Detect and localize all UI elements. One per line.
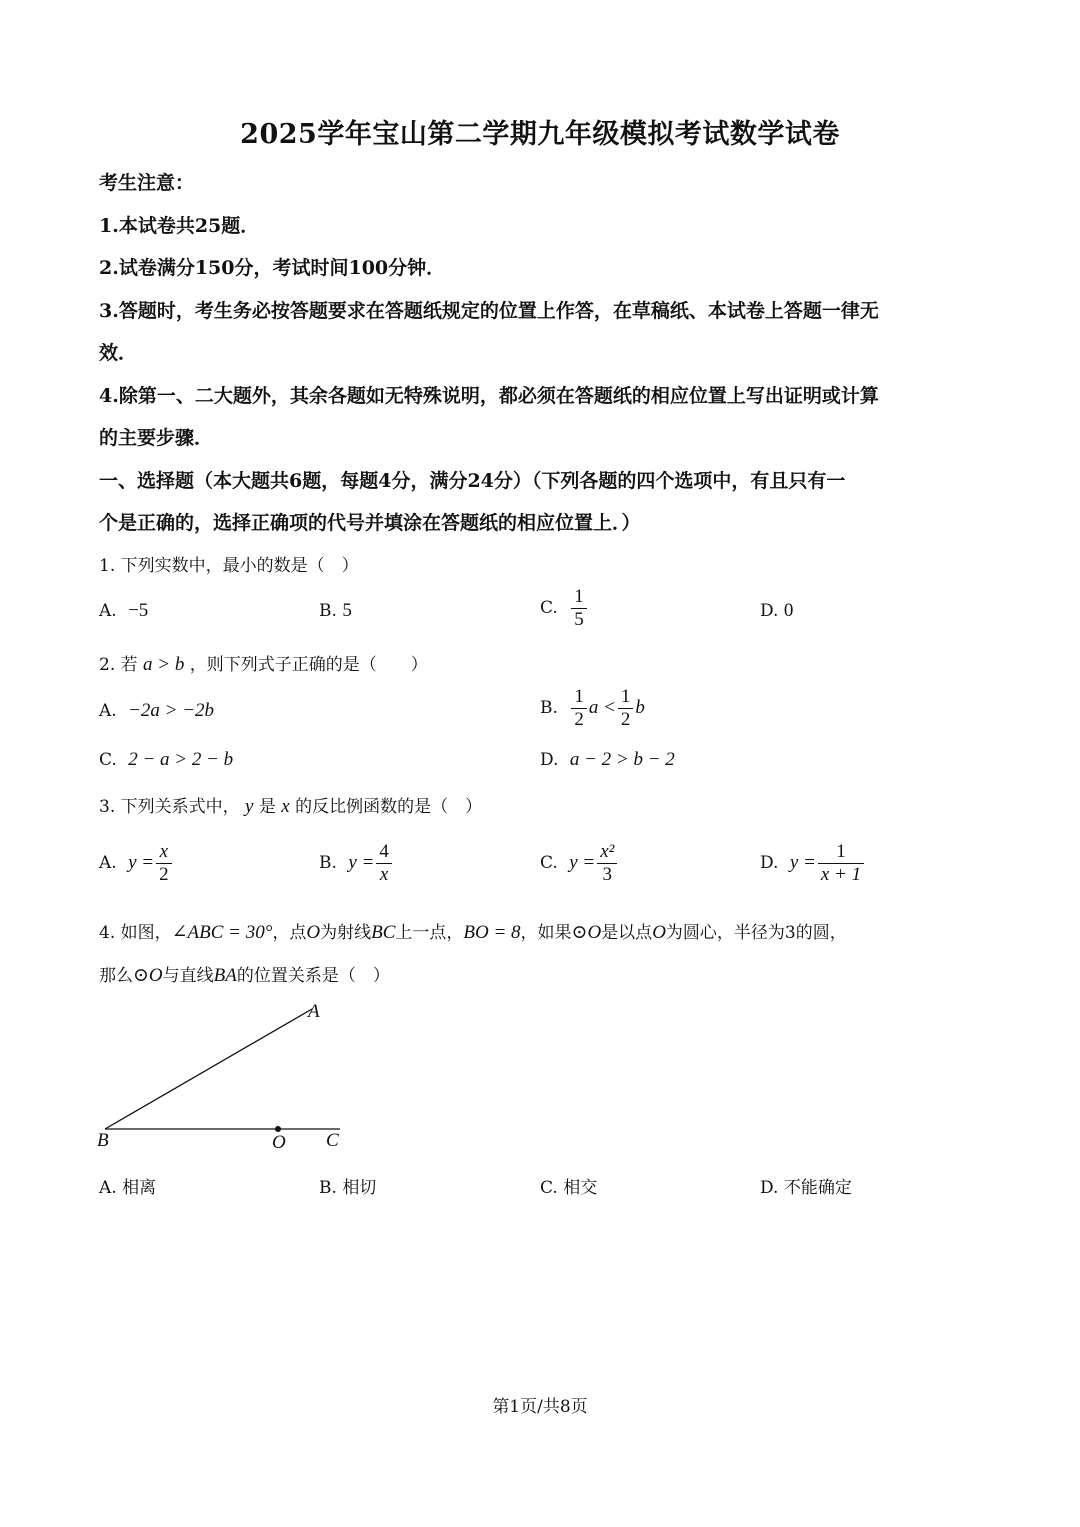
notice-heading: 考生注意： [99,172,195,194]
q3-d-numerator: 1 [818,841,864,864]
q1-c-denominator: 5 [574,609,584,630]
q2-c-label: C. [99,750,117,770]
q2-option-c [99,749,233,771]
q4-text-9: 与直线 [162,966,214,986]
label-c: C [326,1130,339,1151]
q2-stem-post: ，则下列式子正确的是（ ） [189,655,428,675]
q4-angle: ∠ABC = 30° [171,922,273,943]
q2-stem [99,650,989,676]
label-b: B [97,1130,109,1151]
q2-c-value: 2 − a > 2 − b [128,749,234,770]
q4-stem-line1 [99,918,989,944]
q3-d-fraction [818,841,864,886]
q4-ray-bc: BC [371,922,396,943]
q1-option-d [760,600,793,622]
q1-option-a [99,600,148,622]
q3-b-fraction [376,841,392,886]
q4-option-d [760,1173,852,1198]
q4-a-value: 相离 [122,1178,157,1198]
q3-stem [99,792,989,818]
q3-b-lhs: y = [348,852,375,873]
q4-option-a [99,1173,156,1198]
q2-stem-pre: 2. 若 [99,655,138,675]
notice-item-4: 4.除第一、二大题外，其余各题如无特殊说明，都必须在答题纸的相应位置上写出证明或计算 [99,385,879,407]
q4-text-4: 上一点， [395,923,464,943]
q4-point-o: O [306,922,321,943]
q1-a-value: −5 [128,600,149,621]
q2-b-denominator-2: 2 [620,709,631,730]
q3-c-lhs: y = [569,852,596,873]
q4-text-2: ，点 [272,923,307,943]
q4-c-label: C. [540,1178,558,1198]
page-title: 2025学年宝山第二学期九年级模拟考试数学试卷 [240,119,840,150]
notice-item-2: 2.试卷满分150分，考试时间100分钟． [99,257,446,279]
q3-stem-mid: 是 [258,797,276,817]
q2-option-d [540,749,675,771]
q2-b-denominator-1: 2 [574,709,584,730]
q3-c-fraction [597,841,617,886]
label-a: A [308,1001,320,1022]
q2-b-fraction-1 [571,686,587,731]
q2-b-numerator-1: 1 [571,686,587,709]
q1-c-label: C. [540,598,558,618]
q1-b-label: B. [319,601,337,621]
q1-b-value: 5 [342,600,352,621]
notice-item-1: 1.本试卷共25题． [99,215,260,237]
q4-line-ba: BA [213,965,237,986]
q2-d-label: D. [540,750,559,770]
q4-figure [90,995,360,1160]
q3-d-lhs: y = [789,852,816,873]
q3-c-numerator: x² [597,841,617,864]
q4-text-5: ，如果 [520,923,572,943]
q4-text-7: 为圆心，半径为3的圆， [665,923,847,943]
q3-b-label: B. [319,853,337,873]
q4-text-3: 为射线 [320,923,372,943]
q1-stem: 1. 下列实数中，最小的数是（ ） [99,556,359,576]
q3-a-lhs: y = [128,852,155,873]
notice-item-3: 3.答题时，考生务必按答题要求在答题纸规定的位置上作答，在草稿纸、本试卷上答题一律无 [99,300,879,322]
q4-b-value: 相切 [342,1178,377,1198]
q4-text-8: 那么 [99,966,133,986]
q2-b-label: B. [540,698,558,718]
section1-heading-cont: 个是正确的，选择正确项的代号并填涂在答题纸的相应位置上．） [99,512,641,534]
q2-condition: a > b [143,654,185,675]
q2-a-label: A. [99,701,117,721]
q2-option-b [540,686,645,731]
q2-b-middle: a < [588,697,616,718]
q1-c-numerator: 1 [571,586,587,609]
q4-circle-o: ⊙O [571,922,602,943]
q3-a-numerator: x [156,841,172,864]
q4-c-value: 相交 [563,1178,598,1198]
q1-option-b [319,600,352,622]
q4-stem-line2 [99,961,989,987]
q3-option-b [319,841,394,886]
q3-option-a [99,841,174,886]
q3-c-denominator: 3 [602,864,613,885]
q4-b-label: B. [319,1178,337,1198]
q3-option-d [760,841,866,886]
q2-b-fraction-2 [618,686,634,731]
q1-d-label: D. [760,601,779,621]
q4-text-1: 4. 如图， [99,923,172,943]
q3-x-var: x [281,796,290,817]
q1-d-value: 0 [783,600,794,621]
q3-stem-post: 的反比例函数的是（ ） [295,797,483,817]
q3-c-label: C. [540,853,558,873]
q4-option-b [319,1173,376,1198]
q2-a-value: −2a > −2b [128,700,215,721]
label-o: O [272,1132,286,1153]
q3-a-label: A. [99,853,117,873]
q1-a-label: A. [99,601,117,621]
q4-text-10: 的位置关系是（ ） [236,966,390,986]
q3-y-var: y [245,796,254,817]
q4-option-c [540,1173,597,1198]
q1-c-fraction [571,586,587,631]
q3-option-c [540,841,619,886]
q3-b-numerator: 4 [376,841,392,864]
q3-d-label: D. [760,853,779,873]
q1-option-c [540,586,589,631]
ray-ba [105,1009,312,1129]
q3-stem-pre: 3. 下列关系式中， [99,797,240,817]
q3-d-denominator: x + 1 [820,864,862,885]
page-footer: 第1页/共8页 [492,1397,588,1417]
q2-b-end: b [635,697,645,718]
section1-heading: 一、选择题（本大题共6题，每题4分，满分24分）（下列各题的四个选项中，有且只有一 [99,470,846,492]
q4-text-6: 是以点 [601,923,653,943]
q3-b-denominator: x [379,864,389,885]
q3-a-fraction [156,841,172,886]
q4-bo: BO = 8 [463,922,521,943]
q4-center-o: O [652,922,666,943]
q2-option-a [99,700,214,722]
notice-item-3-cont: 效． [99,342,138,364]
q2-d-value: a − 2 > b − 2 [569,749,675,770]
notice-item-4-cont: 的主要步骤． [99,427,214,449]
q4-d-value: 不能确定 [783,1178,852,1198]
q2-b-numerator-2: 1 [618,686,634,709]
q4-circle-o-2: ⊙O [133,965,163,986]
q4-a-label: A. [99,1178,117,1198]
q4-d-label: D. [760,1178,779,1198]
q3-a-denominator: 2 [159,864,169,885]
